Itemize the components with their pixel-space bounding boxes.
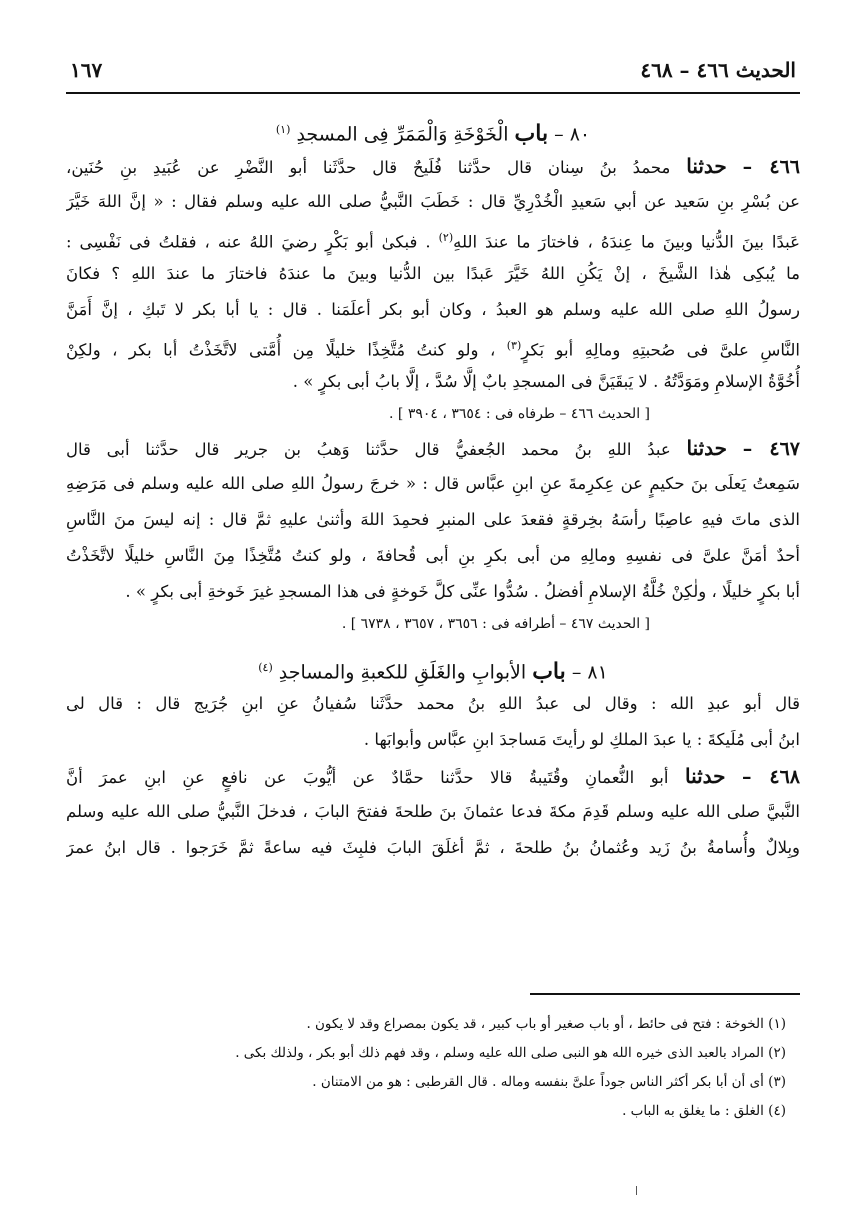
running-header: الحديث ٤٦٦ – ٤٦٨ [640,58,796,82]
footnote: (٢) المراد بالعبد الذى خيره الله هو النبى صلى الله عليه وسلم ، وقد فهم ذلك أبو بكر ، ولذلك بكى . [235,1045,786,1061]
hadith-reference: [ الحديث ٤٦٧ – أطرافه فى : ٣٦٥٦ ، ٣٦٥٧ ، ٦٧٣٨ ] . [341,616,650,632]
hadith-467-line [66,574,800,610]
hadith-text: ما يُبكِى هٰذا الشَّيخَ ، إنْ يَكُنِ اللهُ خَيَّرَ عَبدًا بين الدُّنيا وبينَ ما عندَهُ فاختارَ ما عندَ اللهِ ؟ فكانَ [66,264,800,283]
narration-line [66,686,800,722]
page-mark [636,1186,637,1195]
hadith-opening-word: حدثنا [684,764,726,788]
hadith-467-line [66,430,800,466]
footnotes [90,1010,786,1126]
page-number: ١٦٧ [70,58,103,82]
hadith-466-line [66,148,800,184]
footnote-marker: (٤) [258,661,273,674]
hadith-467-line [66,538,800,574]
hadith-text: رسولُ اللهِ صلى الله عليه وسلم هو العبدُ ، وكان أبو بكر أعلَمَنا . قال : يا أبا بكر لا تَبكِ ، إنَّ أَمَنَّ [66,300,800,319]
hadith-466-line [66,364,800,400]
hadith-opening-word: حدثنا [686,154,727,178]
footnote: (٤) الغلق : ما يغلق به الباب . [622,1103,786,1119]
hadith-466-line [66,328,800,364]
chapter-word: باب [514,120,549,147]
hadith-466-line [66,184,800,220]
narration-text: ابنُ أبى مُلَيكةَ : يا عبدَ الملكِ لو رأيتَ مَساجدَ ابنِ عبَّاس وأبوابَها . [363,730,800,749]
hadith-468-line [66,758,800,794]
hadith-text: أبا بكرٍ خليلًا ، ولٰكِنْ خُلَّةُ الإسلامِ أفضلُ . سُدُّوا عنِّى كلَّ خَوخةٍ فى هذا المسجدِ غيرَ خَوخةِ أبى بكرٍ » . [125,582,800,601]
hadith-468-line [66,794,800,830]
hadith-text: محمدُ بنُ سِنان قال حدَّثنا فُلَيحٌ قال حدَّثَنا أبو النَّضْرِ عن عُبَيدِ بنِ حُنَين، [66,158,671,177]
footnote-marker: (٢) [438,231,454,244]
chapter-heading-80 [66,112,800,148]
hadith-text: أُخُوَّةُ الإسلامِ ومَوَدَّتُهُ . لا يَبقَيَنَّ فى المسجدِ بابٌ إلَّا سُدَّ ، إلَّا بابُ أبى بكرٍ » . [292,372,800,391]
hadith-466-line [66,256,800,292]
hadith-text: عبدُ اللهِ بنُ محمد الجُعفيُّ قال حدَّثنا وَهبُ بن جرير قال حدَّثنا أبى قال [66,440,671,459]
hadith-text: . فبكىٰ أبو بَكْرٍ رضيَ اللهُ عنه ، فقلتُ فى نَفْسِى : [66,232,431,252]
hadith-468-line [66,830,800,866]
chapter-heading-81 [66,650,800,686]
hadith-467-line [66,466,800,502]
hadith-466-line [66,292,800,328]
chapter-number: ٨١ – [571,661,608,684]
footnote-marker: (٣) [506,339,522,352]
narration-line [66,722,800,758]
hadith-text: وبِلالٌ وأُسامةُ بنُ زَيد وعُثمانُ بنُ طلحةَ ، ثمَّ أغلَقَ البابَ فلبِثَ فيه ساعةً ثمَّ خَرَجوا . قال ابنُ عمرَ [66,838,800,857]
chapter-title: الأبوابِ والغَلَقِ للكعبةِ والمساجدِ [278,661,527,684]
hadith-466-line [66,220,800,256]
hadith-number: ٤٦٨ – [742,766,800,788]
hadith-text: سَمِعتُ يَعلَى بنَ حكيمٍ عن عِكرِمةَ عنِ ابنِ عبَّاس قال : « خرجَ رسولُ اللهِ صلى الله عليه وسلم فى مَرَضِهِ [66,474,800,493]
hadith-reference: [ الحديث ٤٦٦ – طرفاه فى : ٣٦٥٤ ، ٣٩٠٤ ] . [389,406,650,422]
narration-text: قال أبو عبدِ الله : وقال لى عبدُ اللهِ بنُ محمد حدَّثَنا سُفيانُ عنِ ابنِ جُرَيج قال : قال لى [66,694,800,713]
hadith-number: ٤٦٦ – [742,156,800,178]
hadith-text: النَّاسِ علىَّ فى صُحبتِهِ ومالِهِ أبو بَكرٍ [521,340,800,360]
chapter-word: باب [532,658,566,685]
hadith-text: الذى ماتَ فيهِ عاصِبًا رأسَهُ بخِرقةٍ فقعدَ على المنبرِ فحمِدَ اللهَ وأثنىٰ عليهِ ثمَّ قال : إنه ليسَ منَ النَّاسِ [66,510,800,529]
main-text [66,112,800,866]
page-header [70,58,796,88]
hadith-text: عَبدًا بينَ الدُّنيا وبينَ ما عِندَهُ ، فاختارَ ما عندَ اللهِ [453,232,800,252]
hadith-number: ٤٦٧ – [742,438,800,460]
chapter-title: الْخَوْخَةِ وَالْمَمَرِّ فِى المسجدِ [296,123,509,146]
hadith-text: ، ولو كنتُ مُتَّخِذًا خليلًا مِن أُمَّتى لاتَّخَذْتُ أبا بكر ، ولكِنْ [66,340,496,360]
hadith-467-line [66,502,800,538]
header-rule [66,92,800,94]
hadith-text: عن بُسْرِ بنِ سَعيد عن أبي سَعيدِ الْخُدْرِيِّ قال : خَطَبَ النَّبيُّ صلى الله عليه وسلم فقال : « إنَّ اللهَ خَيَّرَ [66,192,800,211]
chapter-number: ٨٠ – [554,123,591,146]
hadith-text: أحدٌ أمَنَّ علىَّ فى نفسِهِ ومالِهِ من أبى بكرِ بنِ أبى قُحافةَ ، ولو كنتُ مُتَّخِذًا مِنَ النَّاسِ خليلًا لاتَّخَذْتُ [66,546,800,565]
footnote: (٣) أى أن أبا بكر أكثر الناس جوداً علىَّ بنفسه وماله . قال القرطبى : هو من الامتنان . [312,1074,786,1090]
hadith-text: أبو النُّعمانِ وقُتَيبةُ قالا حدَّثنا حمَّادٌ عن أيُّوبَ عن نافعٍ عنِ ابنِ عمرَ أنَّ [66,768,669,787]
footnote-marker: (١) [275,123,291,136]
footnote: (١) الخوخة : فتح فى حائط ، أو باب صغير أو باب كبير ، قد يكون بمصراع وقد لا يكون . [306,1016,786,1032]
hadith-opening-word: حدثنا [686,436,728,460]
hadith-text: النَّبيَّ صلى الله عليه وسلم قَدِمَ مكةَ فدعا عثمانَ بنَ طلحةَ ففتحَ البابَ ، فدخلَ النَّبيُّ صلى الله عليه وسلم [66,802,800,821]
footnote-rule [530,993,800,995]
